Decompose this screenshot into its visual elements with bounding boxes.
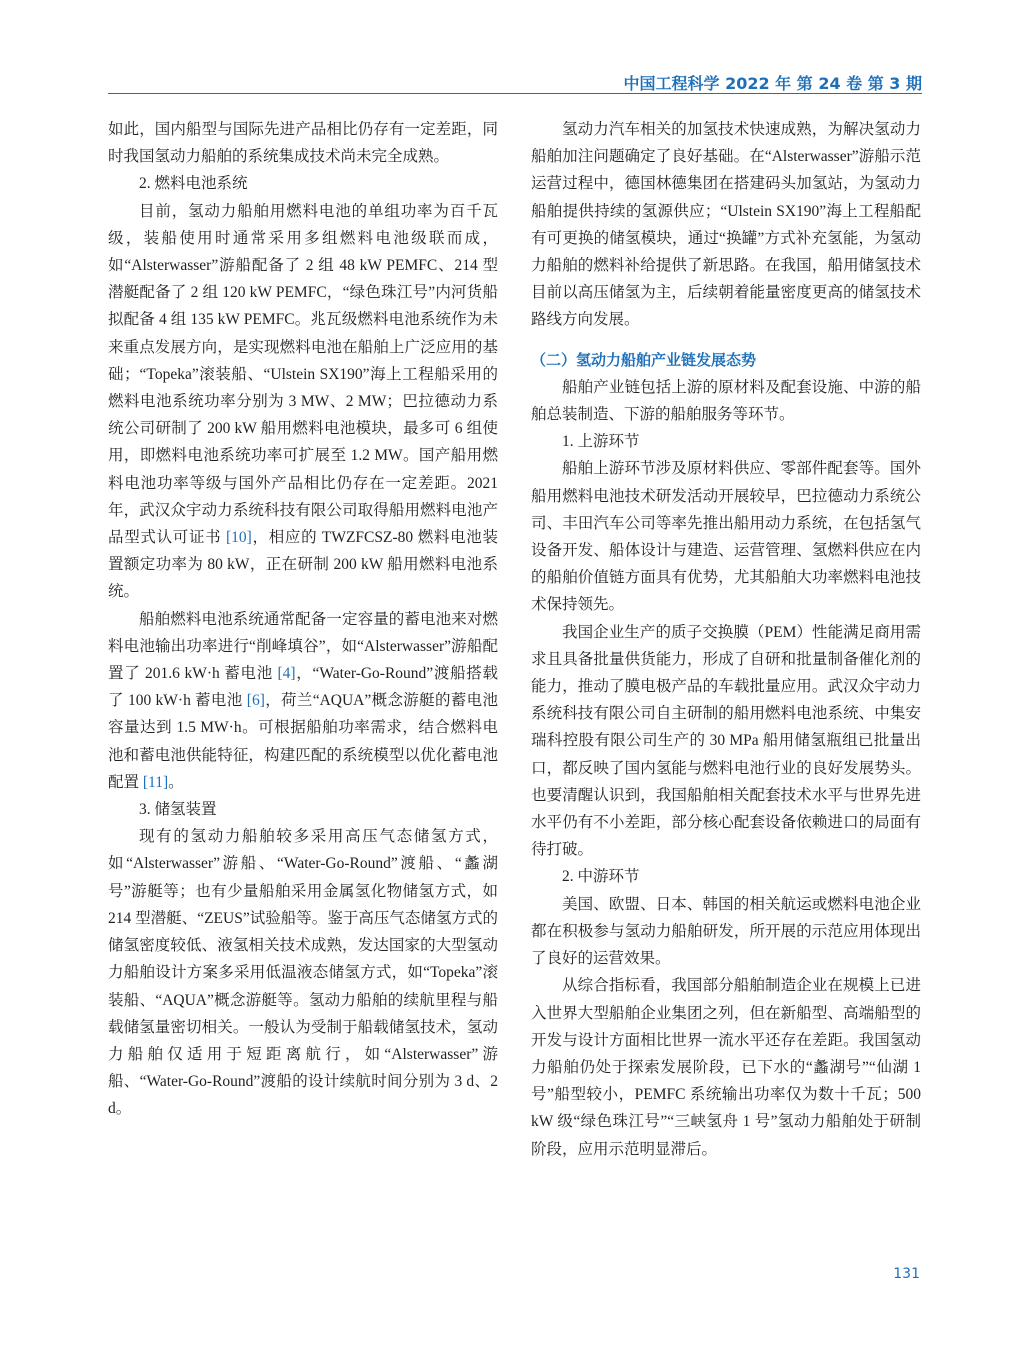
- subsection-heading: 2. 燃料电池系统: [139, 175, 248, 193]
- paragraph: 氢动力汽车相关的加氢技术快速成熟，为解决氢动力船舶加注问题确定了良好基础。在“Alsterwasser”游船示范运营过程中，德国林德集团在搭建码头加氢站，为氢动力船舶提供持续的氢源供应；“Ulstein SX190”海上工程船配有可更换的储氢模块，通过“换罐”方式补充氢能，为氢动力船舶的燃料补给提供了新思路。在我国，船用储氢技术目前以高压储氢为主，后续朝着能量密度更高的储氢技术路线方向发展。: [531, 121, 921, 329]
- paragraph-text: 船舶燃料电池系统通常配备一定容量的蓄电池来对燃料电池输出功率进行“削峰填谷”，如“Alsterwasser”游船配置了 201.6 kW·h 蓄电池: [108, 610, 498, 683]
- section-heading: （二）氢动力船舶产业链发展态势: [531, 350, 757, 369]
- subsection-heading: 2. 中游环节: [562, 868, 640, 886]
- header-rule: [108, 93, 922, 94]
- paragraph: 现有的氢动力船舶较多采用高压气态储氢方式，如“Alsterwasser”游船、“Water-Go-Round”渡船、“蠡湖号”游艇等；也有少量船舶采用金属氢化物储氢方式，如 214 型潜艇、“ZEUS”试验船等。鉴于高压气态储氢方式的储氢密度较低、液氢相关技术成熟，发达国家的大型氢动力船舶设计方案多采用低温液态储氢方式，如“Topeka”滚装船、“AQUA”概念游艇等。氢动力船舶的续航里程与船载储氢量密切相关。一般认为受制于船载储氢技术，氢动力船舶仅适用于短距离航行，如“Alsterwasser”游船、“Water-Go-Round”渡船的设计续航时间分别为 3 d、2 d。: [108, 828, 498, 1118]
- paragraph-text: ，“Water-Go-Round”渡船搭载了 100 kW·h 蓄电池: [108, 665, 498, 710]
- page-number: 131: [893, 1266, 920, 1282]
- reference-link[interactable]: [11]: [142, 773, 169, 791]
- paragraph: 船舶上游环节涉及原材料供应、零部件配套等。国外船用燃料电池技术研发活动开展较早，巴拉德动力系统公司、丰田汽车公司等率先推出船用动力系统，在包括氢气设备开发、船体设计与建造、运营管理、氢燃料供应在内的船舶价值链方面具有优势，尤其船舶大功率燃料电池技术保持领先。: [531, 460, 921, 614]
- paragraph: 我国企业生产的质子交换膜（PEM）性能满足商用需求且具备批量供货能力，形成了自研和批量制备催化剂的能力，推动了膜电极产品的车载批量应用。武汉众宇动力系统科技有限公司自主研制的船用燃料电池系统、中集安瑞科控股有限公司生产的 30 MPa 船用储氢瓶组已批量出口，都反映了国内氢能与燃料电池行业的良好发展势头。也要清醒认识到，我国船舶相关配套技术水平与世界先进水平仍有不小差距，部分核心配套设备依赖进口的局面有待打破。: [531, 623, 921, 859]
- paragraph-text: ，相应的 TWZFCSZ-80 燃料电池装置额定功率为 80 kW，正在研制 200 kW 船用燃料电池系统。: [108, 529, 498, 601]
- paragraph: 如此，国内船型与国际先进产品相比仍存有一定差距，同时我国氢动力船舶的系统集成技术尚未完全成熟。: [108, 121, 498, 166]
- reference-link[interactable]: [6]: [246, 692, 265, 710]
- paragraph: 船舶产业链包括上游的原材料及配套设施、中游的船舶总装制造、下游的船舶服务等环节。: [531, 378, 921, 424]
- reference-link[interactable]: [4]: [277, 665, 296, 683]
- journal-header: 中国工程科学 2022 年 第 24 卷 第 3 期: [623, 74, 922, 93]
- subsection-heading: 3. 储氢装置: [139, 801, 217, 819]
- paragraph-text: 。: [168, 773, 184, 791]
- paragraph: 从综合指标看，我国部分船舶制造企业在规模上已进入世界大型船舶企业集团之列，但在新船型、高端船型的开发与设计方面相比世界一流水平还存在差距。我国氢动力船舶仍处于探索发展阶段，已下水的“蠡湖号”“仙湖 1 号”船型较小，PEMFC 系统输出功率仅为数十千瓦；500 kW 级“绿色珠江号”“三峡氢舟 1 号”氢动力船舶处于研制阶段，应用示范明显滞后。: [531, 977, 921, 1158]
- right-column: [531, 116, 921, 1163]
- paragraph: [108, 606, 498, 796]
- left-column: [108, 116, 498, 1123]
- reference-link[interactable]: [10]: [225, 529, 252, 547]
- subsection-heading: 1. 上游环节: [562, 433, 640, 451]
- paragraph-text: ，荷兰“AQUA”概念游艇的蓄电池容量达到 1.5 MW·h。可根据船舶功率需求，结合燃料电池和蓄电池供能特征，构建匹配的系统模型以优化蓄电池配置: [108, 692, 498, 791]
- paragraph-text: 目前，氢动力船舶用燃料电池的单组功率为百千瓦级，装船使用时通常采用多组燃料电池级联而成，如“Alsterwasser”游船配备了 2 组 48 kW PEMFC、214 型潜艇配备了 2 组 120 kW PEMFC，“绿色珠江号”内河货船拟配备 4 组 135 kW PEMFC。兆瓦级燃料电池系统作为未来重点发展方向，是实现燃料电池在船舶上广泛应用的基础；“Topeka”滚装船、“Ulstein SX190”海上工程船采用的燃料电池系统功率分别为 3 MW、2 MW；巴拉德动力系统公司研制了 200 kW 船用燃料电池模块，最多可 6 组使用，即燃料电池系统功率可扩展至 1.2 MW。国产船用燃料电池功率等级与国外产品相比仍存在一定差距。2021 年，武汉众宇动力系统科技有限公司取得船用燃料电池产品型式认可证书: [108, 202, 498, 547]
- paragraph: [108, 198, 498, 606]
- paragraph: 美国、欧盟、日本、韩国的相关航运或燃料电池企业都在积极参与氢动力船舶研发，所开展的示范应用体现出了良好的运营效果。: [531, 895, 921, 968]
